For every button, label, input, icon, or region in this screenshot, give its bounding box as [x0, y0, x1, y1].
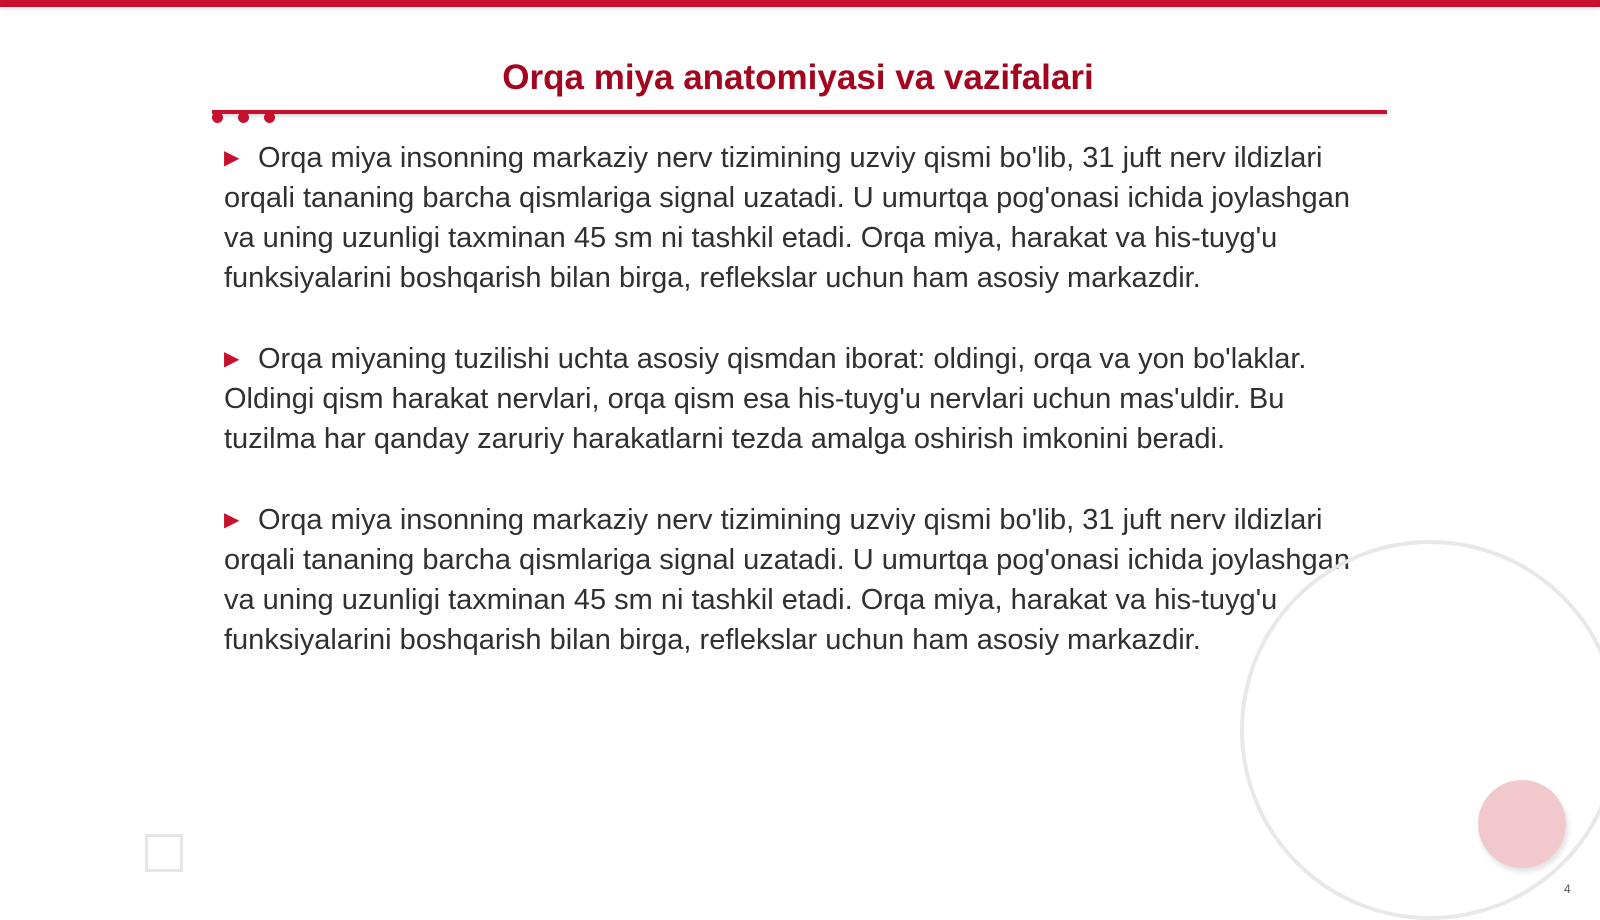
three-dots-icon — [212, 112, 282, 126]
paragraph-text: Orqa miya insonning markaziy nerv tizimining uzviy qismi bo'lib, 31 juft nerv ildizlari orqali tananing barcha qismlariga signal uzatadi. U umurtqa pog'onasi ichida joylashgan va uning uzunligi taxminan 45 sm ni tashkil etadi. Orqa miya, harakat va his-tuyg'u funksiyalarini boshqarish bilan birga, reflekslar uchun ham asosiy markazdir. — [224, 504, 1350, 656]
decorative-ring — [1240, 540, 1600, 920]
slide-number: 4 — [1564, 882, 1571, 896]
top-accent-bar — [0, 0, 1600, 7]
decorative-square — [145, 834, 183, 872]
play-triangle-icon: ▶ — [224, 348, 240, 370]
paragraph-text: Orqa miya insonning markaziy nerv tizimining uzviy qismi bo'lib, 31 juft nerv ildizlari orqali tananing barcha qismlariga signal uzatadi. U umurtqa pog'onasi ichida joylashgan va uning uzunligi taxminan 45 sm ni tashkil etadi. Orqa miya, harakat va his-tuyg'u funksiyalarini boshqarish bilan birga, reflekslar uchun ham asosiy markazdir. — [224, 142, 1350, 294]
dot — [238, 112, 249, 123]
play-triangle-icon: ▶ — [224, 509, 240, 531]
bullet-paragraph-1 — [224, 138, 1374, 298]
play-triangle-icon: ▶ — [224, 147, 240, 169]
decorative-circle — [1478, 780, 1566, 868]
bullet-paragraph-2 — [224, 339, 1374, 459]
slide-title: Orqa miya anatomiyasi va vazifalari — [502, 58, 1094, 97]
dot — [212, 112, 223, 123]
paragraph-text: Orqa miyaning tuzilishi uchta asosiy qismdan iborat: oldingi, orqa va yon bo'laklar. Oldingi qism harakat nervlari, orqa qism esa his-tuyg'u nervlari uchun mas'uldir. Bu tuzilma har qanday zaruriy harakatlarni tezda amalga oshirish imkonini beradi. — [224, 343, 1307, 455]
slide-content — [224, 138, 1374, 701]
dot — [264, 112, 275, 123]
bullet-paragraph-3 — [224, 500, 1374, 660]
title-underline — [212, 110, 1387, 114]
